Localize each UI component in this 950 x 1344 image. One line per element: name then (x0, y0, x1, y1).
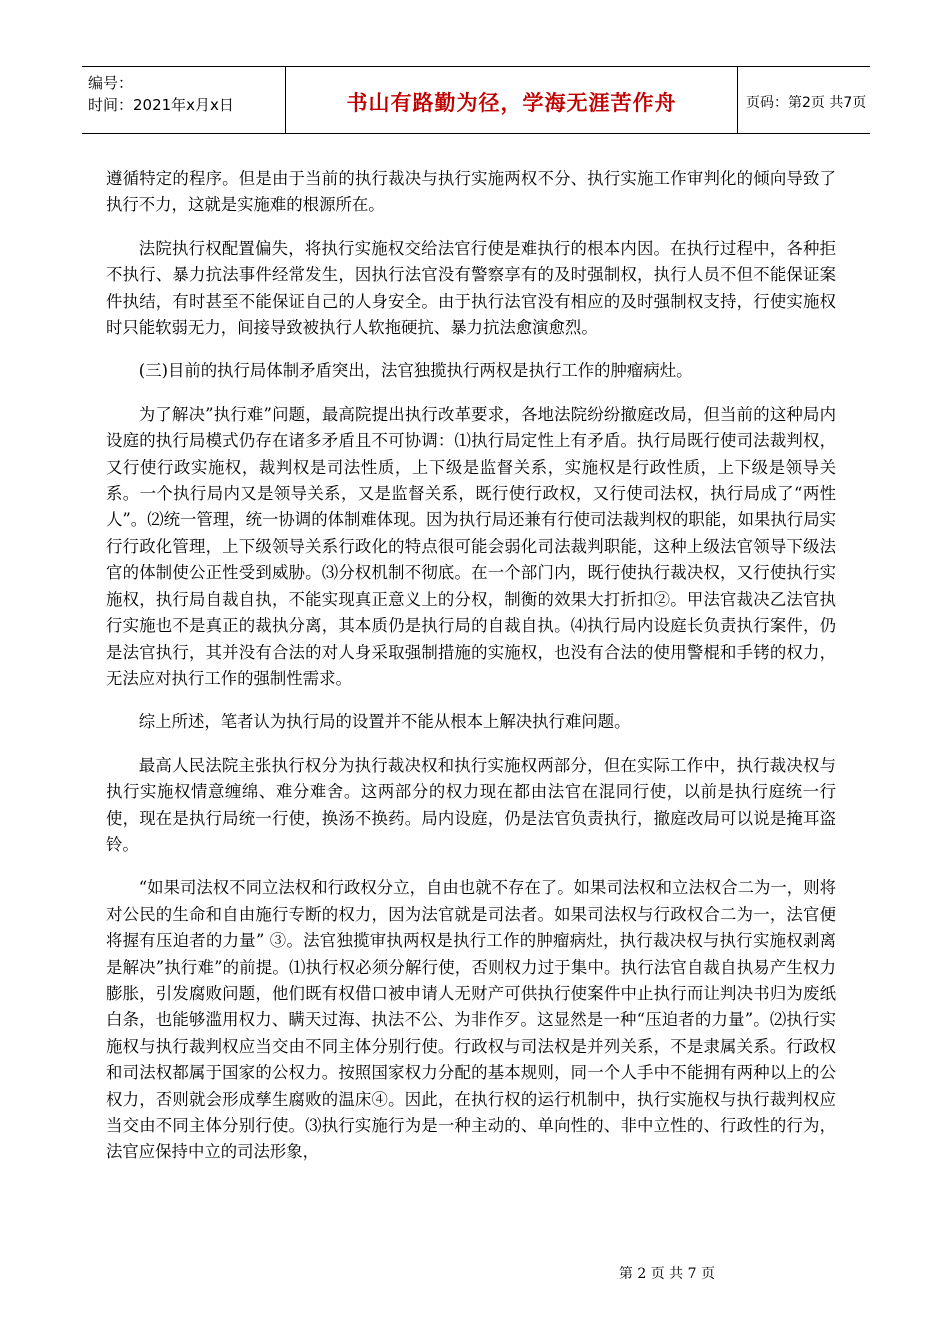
header-info-cell (82, 67, 286, 133)
number-label: 编号： (88, 74, 134, 92)
page-header (82, 66, 870, 134)
section-heading: (三)目前的执行局体制矛盾突出，法官独揽执行两权是执行工作的肿瘤病灶。 (138, 361, 693, 381)
time-label: 时间：2021年x月x日 (88, 96, 234, 114)
page-footer: 第 2 页 共 7 页 (618, 1266, 715, 1282)
paragraph: 遵循特定的程序。但是由于当前的执行裁决与执行实施两权不分、执行实施工作审判化的倾向导致了执行不力，这就是实施难的根源所在。 (106, 169, 836, 215)
header-page-label: 页码：第2页 共7页 (746, 95, 867, 111)
paragraph: 为了解决”执行难”问题，最高院提出执行改革要求，各地法院纷纷撤庭改局，但当前的这种局内设庭的执行局模式仍存在诸多矛盾且不可协调：⑴执行局定性上有矛盾。执行局既行使司法裁判权，又行使行政实施权，裁判权是司法性质，上下级是监督关系，实施权是行政性质，上下级是领导关系。一个执行局内又是领导关系，又是监督关系，既行使行政权，又行使司法权，执行局成了“两性人”。⑵统一管理，统一协调的体制难体现。因为执行局还兼有行使司法裁判权的职能，如果执行局实行行政化管理，上下级领导关系行政化的特点很可能会弱化司法裁判职能，这种上级法官领导下级法官的体制使公正性受到威胁。⑶分权机制不彻底。在一个部门内，既行使执行裁决权，又行使执行实施权，执行局自裁自执，不能实现真正意义上的分权，制衡的效果大打折扣②。甲法官裁决乙法官执行实施也不是真正的裁执分离，其本质仍是执行局的自裁自执。⑷执行局内设庭长负责执行案件，仍是法官执行，其并没有合法的对人身采取强制措施的实施权，也没有合法的使用警棍和手铐的权力，无法应对执行工作的强制性需求。 (106, 404, 836, 688)
paragraph: 最高人民法院主张执行权分为执行裁决权和执行实施权两部分，但在实际工作中，执行裁决权与执行实施权情意缠绵、难分难舍。这两部分的权力现在都由法官在混同行使，以前是执行庭统一行使，现在是执行局统一行使，换汤不换药。局内设庭，仍是法官负责执行，撤庭改局可以说是掩耳盗铃。 (106, 755, 836, 854)
paragraph: 综上所述，笔者认为执行局的设置并不能从根本上解决执行难问题。 (138, 712, 631, 732)
paragraph: “如果司法权不同立法权和行政权分立，自由也就不存在了。如果司法权和立法权合二为一，则将对公民的生命和自由施行专断的权力，因为法官就是司法者。如果司法权与行政权合二为一，法官便将握有压迫者的力量” ③。法官独揽审执两权是执行工作的肿瘤病灶，执行裁决权与执行实施权剥离是解决”执行难”的前提。⑴执行权必须分解行使，否则权力过于集中。执行法官自裁自执易产生权力膨胀，引发腐败问题，他们既有权借口被申请人无财产可供执行使案件中止执行而让判决书归为废纸白条，也能够滥用权力、瞒天过海、执法不公、为非作歹。这显然是一种“压迫者的力量”。⑵执行实施权与执行裁判权应当交由不同主体分别行使。行政权与司法权是并列关系，不是隶属关系。行政权和司法权都属于国家的公权力。按照国家权力分配的基本规则，同一个人手中不能拥有两种以上的公权力，否则就会形成孳生腐败的温床④。因此，在执行权的运行机制中，执行实施权与执行裁判权应当交由不同主体分别行使。⑶执行实施行为是一种主动的、单向性的、非中立性的、行政性的行为，法官应保持中立的司法形象， (106, 878, 836, 1162)
header-motto: 书山有路勤为径，学海无涯苦作舟 (286, 67, 738, 133)
paragraph: 法院执行权配置偏失，将执行实施权交给法官行使是难执行的根本内因。在执行过程中，各种拒不执行、暴力抗法事件经常发生，因执行法官没有警察享有的及时强制权，执行人员不但不能保证案件执结，有时甚至不能保证自己的人身安全。由于执行法官没有相应的及时强制权支持，行使实施权时只能软弱无力，间接导致被执行人软拖硬抗、暴力抗法愈演愈烈。 (106, 238, 836, 338)
document-body (106, 166, 836, 1183)
